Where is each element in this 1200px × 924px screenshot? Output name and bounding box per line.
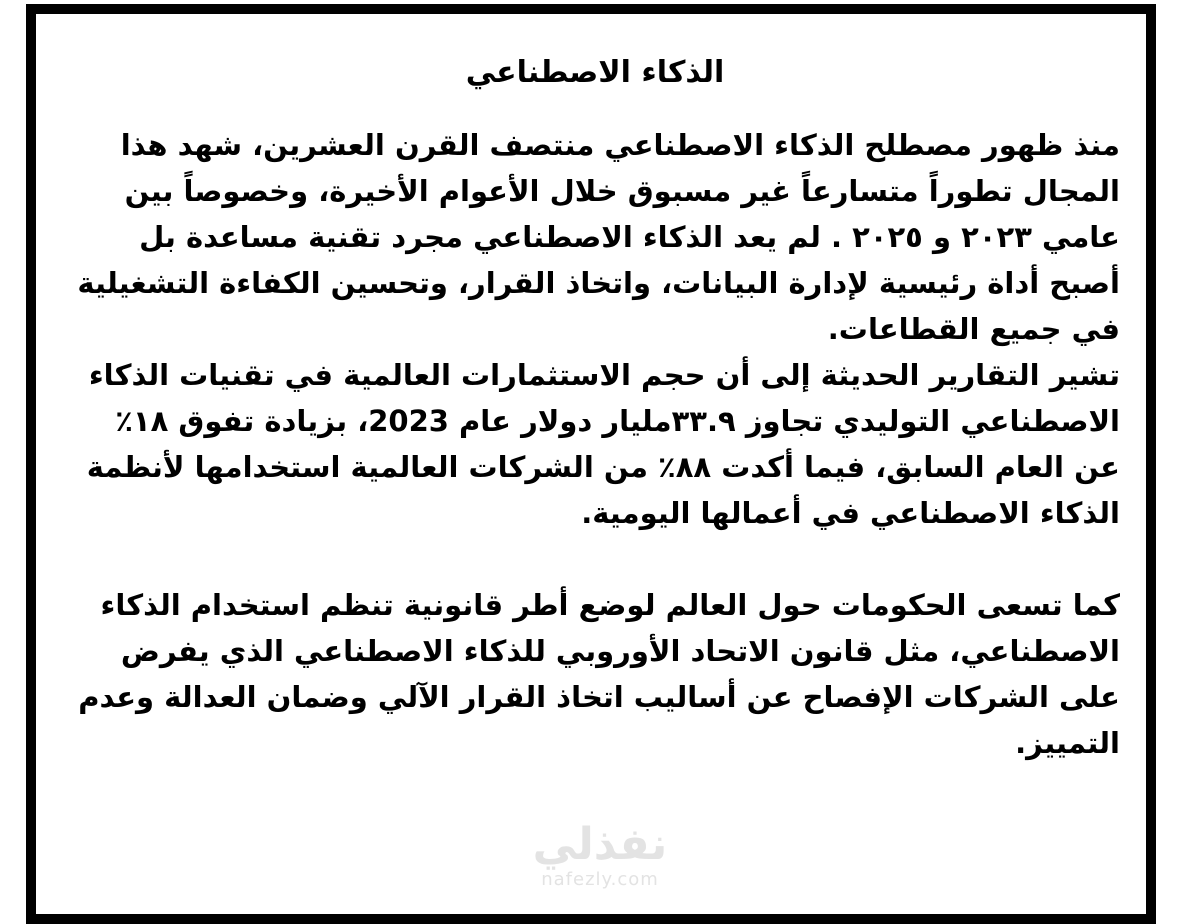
document-title: الذكاء الاصطناعي — [465, 55, 725, 90]
document-body — [70, 40, 1120, 766]
watermark-arabic: نفذلي — [532, 819, 668, 870]
watermark-logo — [520, 820, 680, 890]
watermark-latin: nafezly.com — [541, 869, 659, 890]
paragraph-1: منذ ظهور مصطلح الذكاء الاصطناعي منتصف القرن العشرين، شهد هذا المجال تطوراً متسارعاً غير مسبوق خلال الأعوام الأخيرة، وخصوصاً بين عامي ٢٠٢٣ و ٢٠٢٥ . لم يعد الذكاء الاصطناعي مجرد تقنية مساعدة بل أصبح أداة رئيسية لإدارة البيانات، واتخاذ القرار، وتحسين الكفاءة التشغيلية في جميع القطاعات. — [77, 128, 1120, 346]
paragraph-3: كما تسعى الحكومات حول العالم لوضع أطر قانونية تنظم استخدام الذكاء الاصطناعي، مثل قانون الاتحاد الأوروبي للذكاء الاصطناعي الذي يفرض على الشركات الإفصاح عن أساليب اتخاذ القرار الآلي وضمان العدالة وعدم التمييز. — [78, 588, 1120, 760]
paragraph-2: تشير التقارير الحديثة إلى أن حجم الاستثمارات العالمية في تقنيات الذكاء الاصطناعي التوليدي تجاوز ٣٣.٩مليار دولار عام 2023، بزيادة تفوق ١٨٪ عن العام السابق، فيما أكدت ٨٨٪ من الشركات العالمية استخدامها لأنظمة الذكاء الاصطناعي في أعمالها اليومية. — [86, 358, 1120, 530]
